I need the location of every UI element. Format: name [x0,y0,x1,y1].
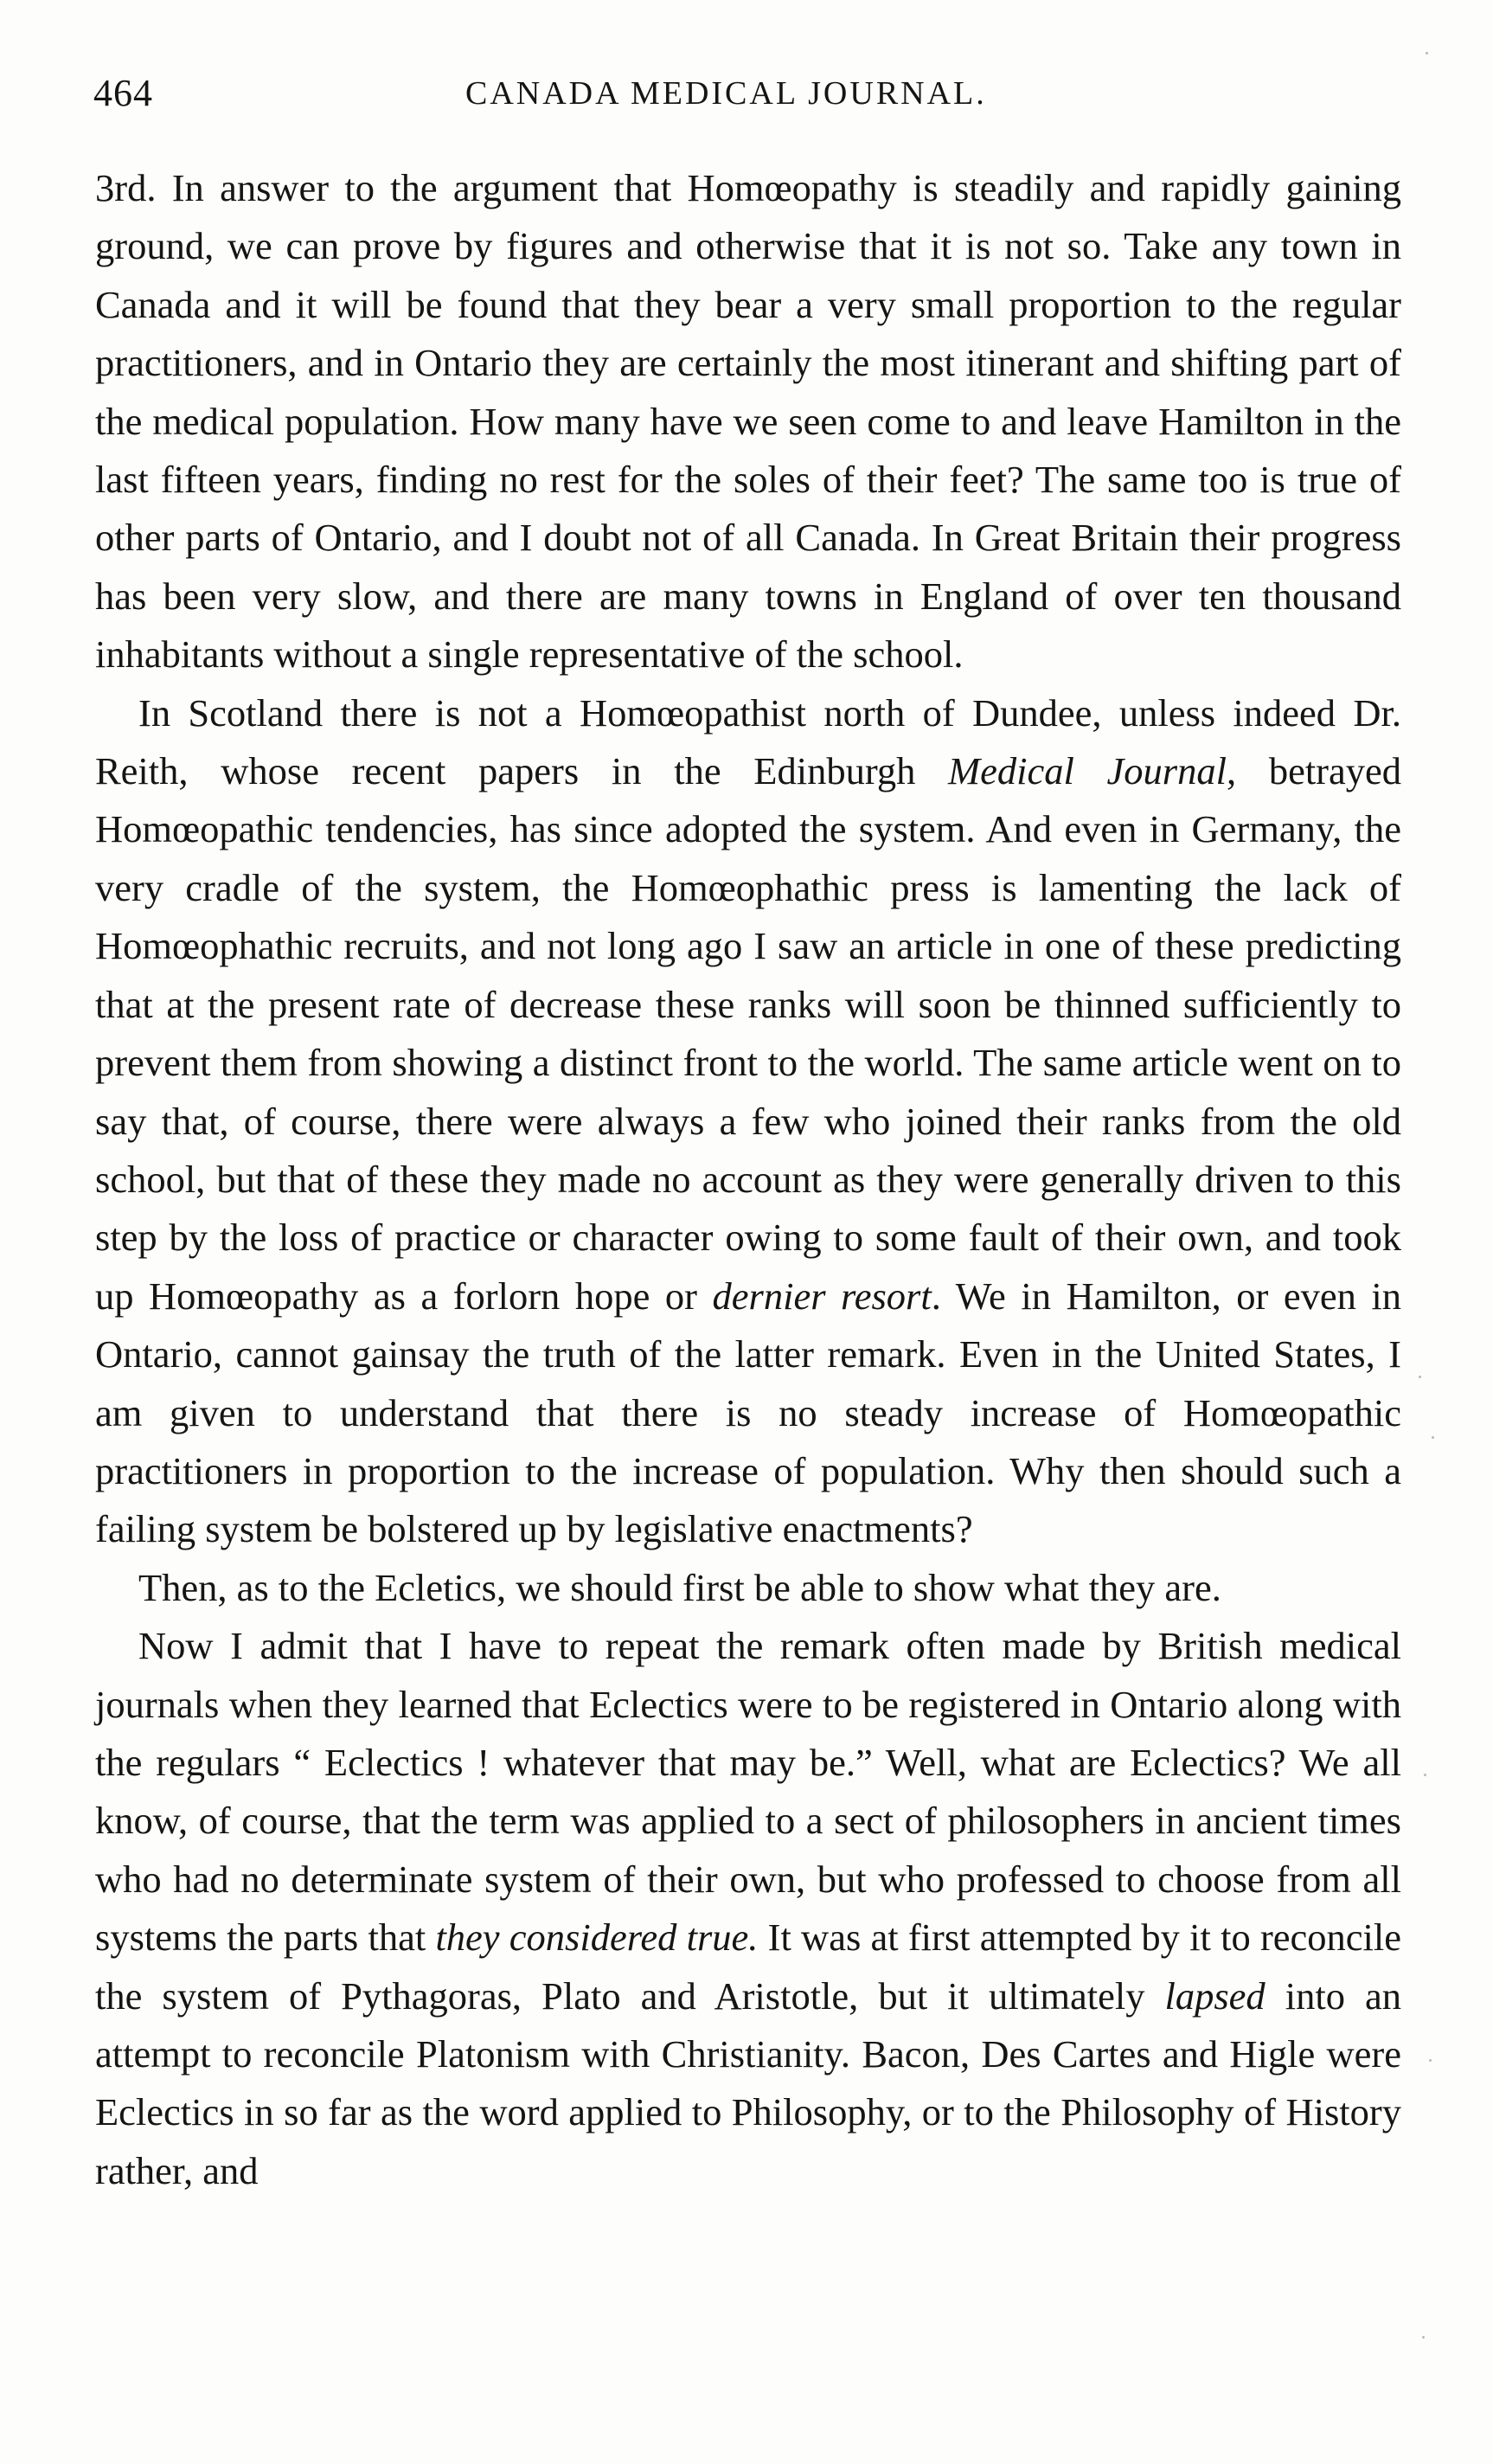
page-number: 464 [93,72,153,114]
text-segment: into an attempt to reconcile Platonism with Christianity. Bacon, Des Cartes and Higle were Eclectics in so far as the word applied to Philosophy, or to the Philosophy of History rather, and [95,1973,1401,2192]
scan-speck [1424,1774,1426,1776]
scan-speck [1426,52,1428,55]
italic-word: lapsed [1164,1973,1266,2018]
paragraph-homoeopathy-argument [95,159,1401,684]
italic-journal-name: Medical Journal [948,749,1227,793]
italic-phrase: dernier resort [712,1274,932,1318]
text-segment: , betrayed Homœopathic tendencies, has since adopted the system. And even in Germany, the very cradle of the system, the Homœophathic press is lamenting the lack of Homœophathic recruits, and not long ago I saw an article in one of these predicting that at the present rate of decrease these ranks will soon be thinned sufficiently to prevent them from showing a distinct front to the world. The same article went on to say that, of course, there were always a few who joined their ranks from the old school, but that of these they made no account as they were generally driven to this step by the loss of practice or character owing to some fault of their own, and took up Homœopathy as a forlorn hope or [95,749,1402,1318]
text-segment: Now I admit that I have to repeat the remark often made by British medical journals when they learned that Eclectics were to be registered in Ontario along with the regulars “ Eclectics ! whatever that may be.” Well, what are Eclectics? We all know, of course, that the term was applied to a sect of philosophers in ancient times who had no determinate system of their own, but who professed to choose from all systems the parts that [95,1624,1401,1960]
paragraph-ecletics [95,1559,1401,1617]
scan-speck [1429,2059,1432,2062]
scan-speck [1422,2336,1425,2339]
scan-speck [1432,1436,1434,1439]
paragraph-eclectics-definition [95,1617,1401,2200]
scan-speck [1419,1376,1421,1378]
running-head [93,71,1408,123]
text-segment: . We in Hamilton, or even in Ontario, cannot gainsay the truth of the latter remark. Even in the United States, I am given to understand that there is no steady increase of Homœopathic practitioners in proportion to the increase of population. Why then should such a failing system be bolstered up by legislative enactments? [95,1274,1402,1551]
paragraph-scotland-germany [95,684,1401,1559]
text-segment: In Scotland there is not a Homœopathist north of Dundee, unless indeed Dr. Reith, whose recent papers in the Edinburgh [95,690,1401,793]
italic-phrase: they considered true. [435,1915,759,1960]
text-segment: Then, as to the Ecletics, we should first be able to show what they are. [138,1565,1221,1609]
article-body [95,159,1401,2200]
text-segment: 3rd. In answer to the argument that Homœopathy is steadily and rapidly gaining ground, we can prove by figures and otherwise that it is not so. Take any town in Canada and it will be found that they bear a very small proportion to the regular practitioners, and in Ontario they are certainly the most itinerant and shifting part of the medical population. How many have we seen come to and leave Hamilton in the last fifteen years, finding no rest for the soles of their feet? The same too is true of other parts of Ontario, and I doubt not of all Canada. In Great Britain their progress has been very slow, and there are many towns in England of over ten thousand inhabitants without a single representative of the school. [95,166,1401,677]
text-segment: It was at first attempted by it to reconcile the system of Pythagoras, Plato and Aristotle, but it ultimately [95,1915,1401,2018]
journal-title: CANADA MEDICAL JOURNAL. [465,75,987,112]
